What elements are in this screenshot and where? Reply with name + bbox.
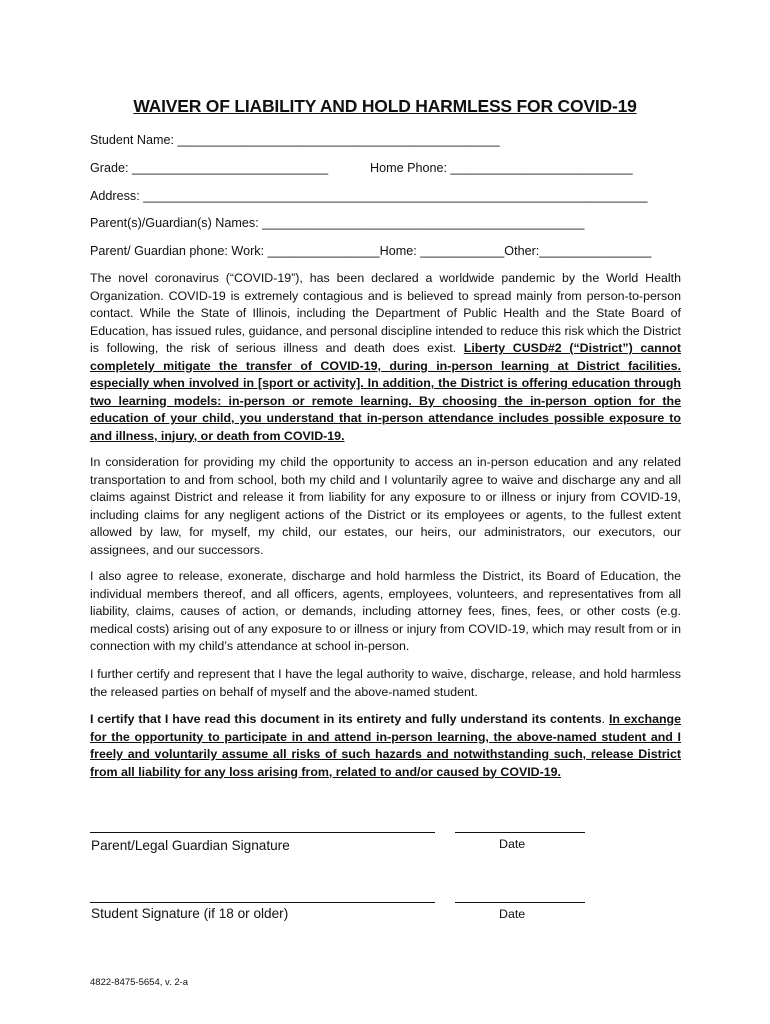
document-id-footer: 4822-8475-5654, v. 2-a bbox=[90, 977, 189, 988]
guardian-signature-line[interactable] bbox=[90, 832, 435, 833]
guardian-phone-field[interactable]: Parent/ Guardian phone: Work: ________________Home: ____________Other:________________ bbox=[90, 244, 652, 258]
guardian-names-field[interactable]: Parent(s)/Guardian(s) Names: ______________________________________________ bbox=[90, 216, 585, 230]
grade-field[interactable]: Grade: ____________________________ bbox=[90, 161, 329, 175]
acknowledgement-bold-text: I certify that I have read this document in its entirety and fully understand its contents bbox=[90, 712, 602, 726]
guardian-date-label: Date bbox=[499, 837, 526, 851]
guardian-date-line[interactable] bbox=[455, 832, 585, 833]
address-field[interactable]: Address: ________________________________________________________________________ bbox=[90, 189, 648, 203]
student-name-field[interactable]: Student Name: ______________________________________________ bbox=[90, 133, 500, 147]
paragraph-consideration: In consideration for providing my child the opportunity to access an in-person education and any related transportation to and from school, both my child and I voluntarily agree to waive and discharge any and all claims against District and release it from liability for any exposure to or illness or injury from COVID-19, including claims for any negligent actions of the District or its employees or agents, to the fullest extent allowed by law, for myself, my child, our estates, our heirs, our administrators, our executors, our assignees, and our successors. bbox=[90, 455, 681, 557]
paragraph-release: I also agree to release, exonerate, discharge and hold harmless the District, its Board of Education, the individual members thereof, and all officers, agents, employees, volunteers, and representatives from all liability, claims, causes of action, or demands, including attorney fees, fines, fees, or other costs (e.g. medical costs) arising out of any exposure to or illness or injury from COVID-19, which may result from or in connection with my child’s attendance at school in-person. bbox=[90, 569, 681, 653]
home-phone-field[interactable]: Home Phone: __________________________ bbox=[370, 161, 633, 175]
student-signature-label: Student Signature (if 18 or older) bbox=[91, 906, 289, 921]
student-date-label: Date bbox=[499, 907, 526, 921]
student-signature-line[interactable] bbox=[90, 902, 435, 903]
guardian-signature-label: Parent/Legal Guardian Signature bbox=[91, 838, 290, 853]
notice-bold-text: Liberty CUSD#2 (“District”) cannot completely mitigate the transfer of COVID-19, during in-person learning at District facilities. especially when involved in [sport or activity]. In addition, the District is offering education through two learning models: in-person or remote learning. By choosing the in-person option for the education of your child, you understand that in-person attendance includes possible exposure to and illness, injury, or death from COVID-19. bbox=[90, 341, 681, 443]
student-date-line[interactable] bbox=[455, 902, 585, 903]
page-title: WAIVER OF LIABILITY AND HOLD HARMLESS FOR COVID-19 bbox=[133, 96, 637, 116]
paragraph-acknowledgement bbox=[90, 711, 681, 781]
acknowledgement-separator: . bbox=[601, 712, 609, 726]
paragraph-certify-authority: I further certify and represent that I have the legal authority to waive, discharge, release, and hold harmless the released parties on behalf of myself and the above-named student. bbox=[90, 667, 681, 699]
acknowledgement-underlined-text: In exchange for the opportunity to participate in and attend in-person learning, the above-named student and I freely and voluntarily assume all risks of such hazards and notwithstanding such, release District from all liability for any loss arising from, related to and/or caused by COVID-19. bbox=[90, 712, 682, 779]
notice-plain-text: The novel coronavirus (“COVID-19”), has been declared a worldwide pandemic by the World Health Organization. COVID-19 is extremely contagious and is believed to spread mainly from person-to-person contact. While the State of Illinois, including the Department of Public Health and the State Board of Education, has issued rules, guidance, and personal discipline intended to reduce this risk which the District is following, the risk of serious illness and death does exist. bbox=[90, 271, 681, 355]
paragraph-covid-notice bbox=[90, 270, 681, 445]
